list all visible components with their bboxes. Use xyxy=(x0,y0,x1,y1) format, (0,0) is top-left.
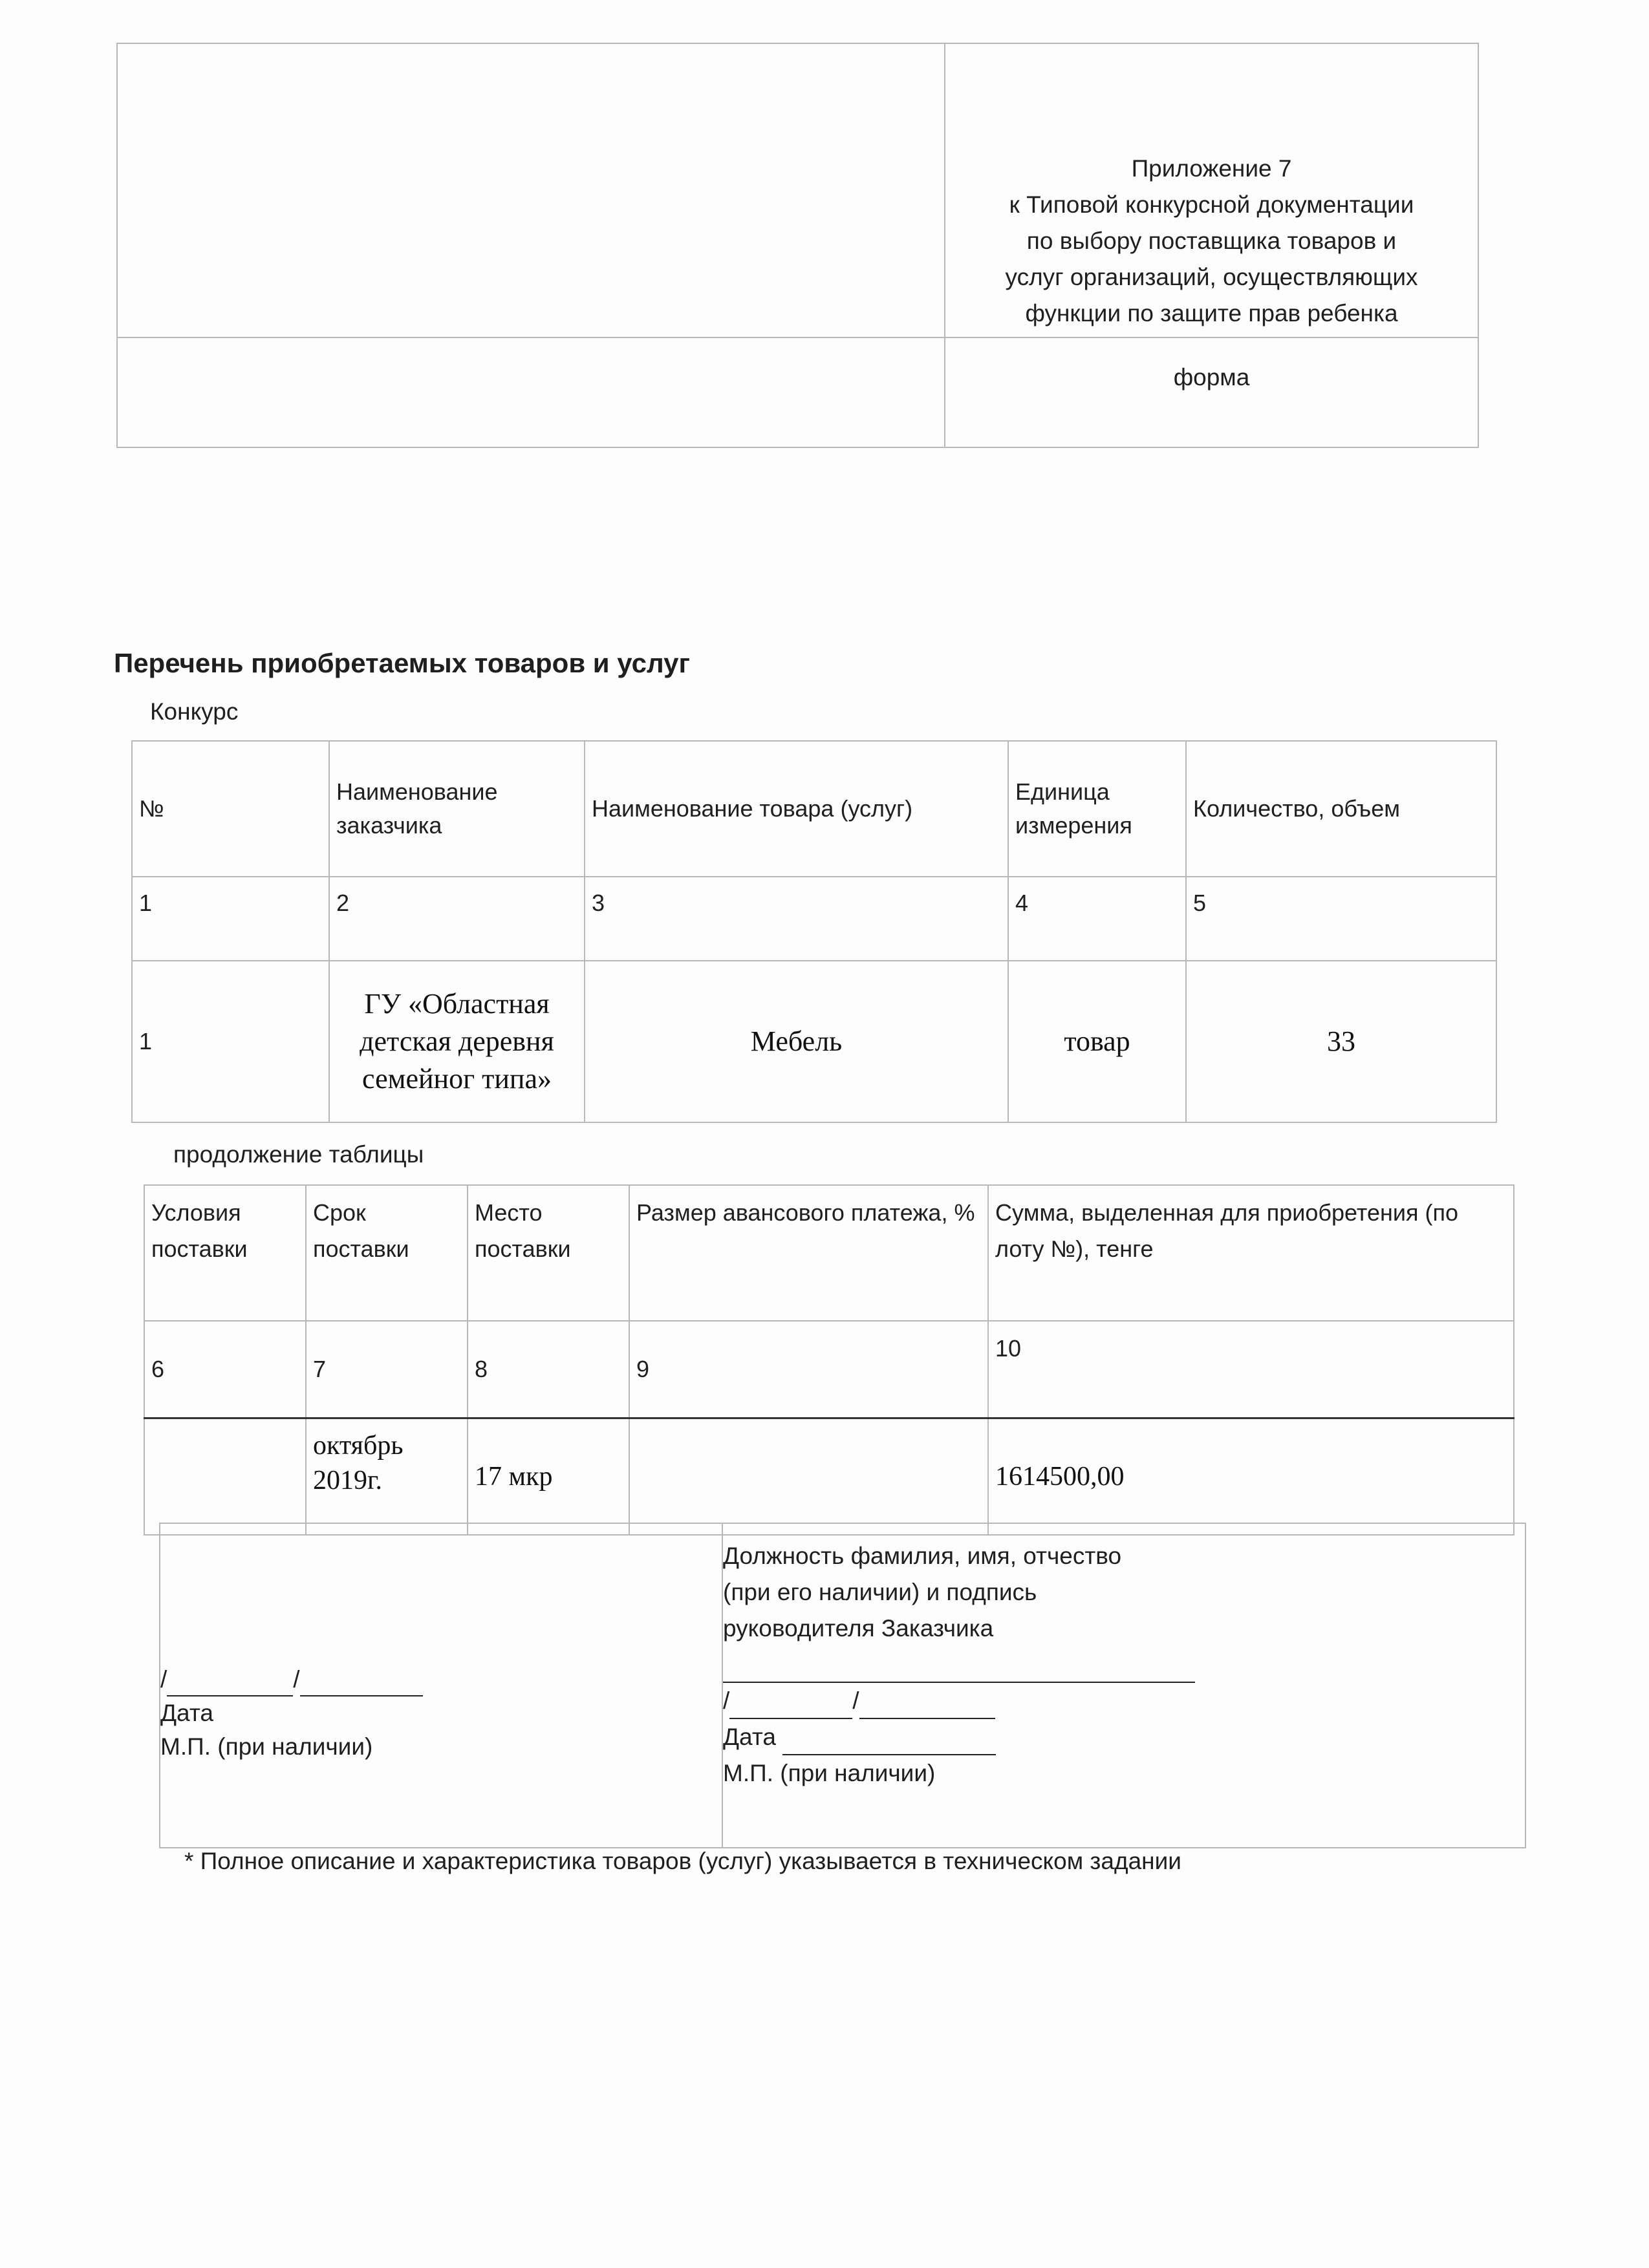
customer-name-line: ГУ «Областная xyxy=(364,988,550,1020)
col-header-quantity: Количество, объем xyxy=(1186,741,1496,877)
col-header-goods: Наименование товара (услуг) xyxy=(585,741,1008,877)
col-header-sum: Сумма, выделенная для приобретения (по лоту №), тенге xyxy=(988,1185,1514,1321)
form-label: форма xyxy=(945,337,1478,447)
column-number: 6 xyxy=(144,1321,306,1418)
table-row xyxy=(132,961,1496,1122)
quantity-value: 33 xyxy=(1186,961,1496,1122)
left-slash: / xyxy=(293,1666,300,1693)
signer-caption-line: руководителя Заказчика xyxy=(723,1615,994,1642)
appendix-caption xyxy=(945,43,1478,337)
left-signature-block xyxy=(160,1663,423,1764)
column-number: 3 xyxy=(585,877,1008,961)
signature-table xyxy=(159,1523,1526,1848)
table-header-row xyxy=(144,1185,1514,1321)
footnote: * Полное описание и характеристика товаров (услуг) указывается в техническом задании xyxy=(184,1848,1181,1874)
table-header-row xyxy=(132,741,1496,877)
procurement-method: Конкурс xyxy=(150,698,239,725)
right-stamp-label: М.П. (при наличии) xyxy=(723,1760,936,1786)
column-number: 8 xyxy=(468,1321,629,1418)
col-header-place: Место поставки xyxy=(468,1185,629,1321)
row-number: 1 xyxy=(132,961,329,1122)
customer-name-line: детская деревня xyxy=(360,1025,554,1057)
customer-name xyxy=(329,961,585,1122)
col-header-number: № xyxy=(132,741,329,877)
document-title: Перечень приобретаемых товаров и услуг xyxy=(114,648,690,678)
allocated-sum: 1614500,00 xyxy=(988,1418,1514,1535)
column-number-row xyxy=(144,1321,1514,1418)
right-date-label: Дата xyxy=(723,1724,776,1750)
column-number: 5 xyxy=(1186,877,1496,961)
header-empty-cell xyxy=(117,337,945,447)
left-date-label: Дата xyxy=(160,1700,213,1726)
blank-line xyxy=(167,1669,293,1696)
signer-caption-line: Должность фамилия, имя, отчество xyxy=(723,1543,1122,1569)
appendix-line: Приложение 7 xyxy=(1131,155,1292,182)
delivery-term-line: 2019г. xyxy=(313,1466,382,1495)
column-number: 2 xyxy=(329,877,585,961)
signature-line xyxy=(723,1656,1195,1683)
table-row xyxy=(144,1418,1514,1535)
appendix-header-table xyxy=(116,43,1479,448)
right-slash: / xyxy=(723,1687,730,1714)
blank-line xyxy=(300,1669,423,1696)
table-continuation-label: продолжение таблицы xyxy=(173,1141,424,1168)
column-number: 7 xyxy=(306,1321,468,1418)
right-signature-block xyxy=(723,1538,1195,1792)
column-number: 10 xyxy=(988,1321,1514,1418)
customer-name-line: семейног типа» xyxy=(362,1063,552,1095)
column-number: 4 xyxy=(1008,877,1186,961)
column-number: 1 xyxy=(132,877,329,961)
delivery-term xyxy=(306,1418,468,1535)
delivery-term-line: октябрь xyxy=(313,1431,404,1460)
right-slash: / xyxy=(852,1687,859,1714)
column-number: 9 xyxy=(629,1321,988,1418)
left-slash: / xyxy=(160,1666,167,1693)
col-header-customer: Наименование заказчика xyxy=(329,741,585,877)
col-header-term: Срок поставки xyxy=(306,1185,468,1321)
advance-payment xyxy=(629,1418,988,1535)
col-header-conditions: Условия поставки xyxy=(144,1185,306,1321)
appendix-line: услуг организаций, осуществляющих xyxy=(1005,264,1418,290)
appendix-line: по выбору поставщика товаров и xyxy=(1026,228,1397,254)
appendix-line: к Типовой конкурсной документации xyxy=(1009,191,1414,218)
col-header-advance: Размер авансового платежа, % xyxy=(629,1185,988,1321)
right-date-slots xyxy=(723,1683,1195,1719)
delivery-place: 17 мкр xyxy=(468,1418,629,1535)
signature-right xyxy=(722,1523,1525,1848)
unit-value: товар xyxy=(1008,961,1186,1122)
goods-name: Мебель xyxy=(585,961,1008,1122)
goods-table xyxy=(131,740,1497,1123)
blank-line xyxy=(729,1692,852,1719)
delivery-table xyxy=(144,1184,1514,1535)
delivery-conditions xyxy=(144,1418,306,1535)
left-stamp-label: М.П. (при наличии) xyxy=(160,1733,373,1760)
blank-line xyxy=(859,1692,995,1719)
left-date-slots xyxy=(160,1663,423,1696)
appendix-line: функции по защите прав ребенка xyxy=(1025,300,1398,326)
header-empty-cell xyxy=(117,43,945,337)
signer-caption-line: (при его наличии) и подпись xyxy=(723,1579,1037,1605)
blank-line xyxy=(782,1728,996,1755)
column-number-row xyxy=(132,877,1496,961)
signature-left xyxy=(160,1523,722,1848)
col-header-unit: Единица измерения xyxy=(1008,741,1186,877)
